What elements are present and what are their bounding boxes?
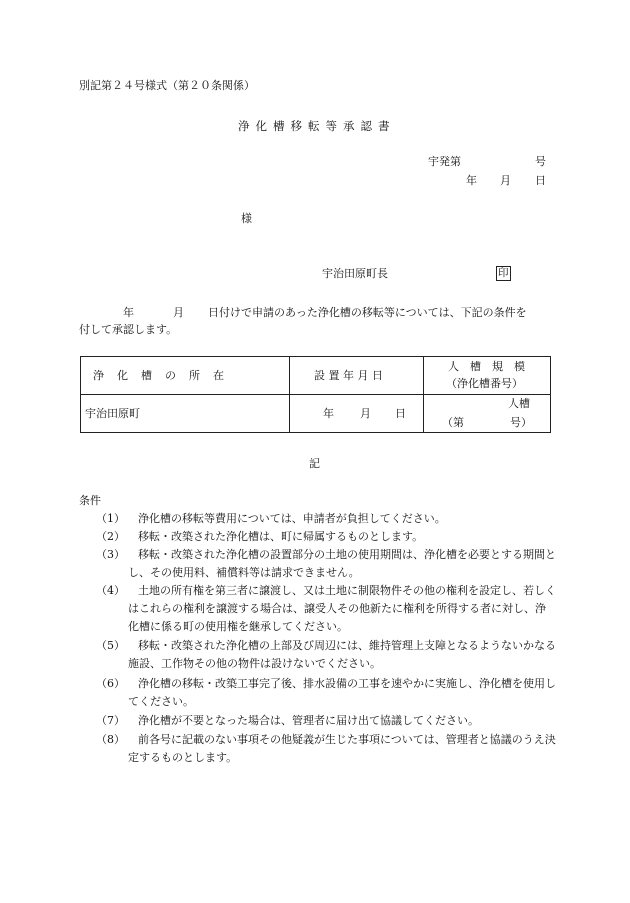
condition-text: 移転・改築された浄化槽の設置部分の土地の使用期間は、浄化槽を必要とする期間とし、その使用料、補償料等は請求できません。 bbox=[128, 548, 556, 579]
header-install-date-cell bbox=[290, 357, 424, 395]
doc-number-suffix: 号 bbox=[535, 155, 546, 168]
form-label: 別記第２４号様式（第２０条関係） bbox=[79, 79, 255, 92]
body-year: 年 bbox=[123, 306, 134, 319]
seal-mark: 印 bbox=[498, 267, 509, 279]
body-line2: 付して承認します。 bbox=[79, 323, 178, 336]
table-row bbox=[81, 395, 551, 433]
ki-heading: 記 bbox=[309, 457, 320, 470]
row-date-day: 日 bbox=[395, 407, 406, 420]
installation-table bbox=[80, 356, 551, 433]
condition-text: 浄化槽の移転等費用については、申請者が負担してください。 bbox=[138, 512, 446, 525]
date-month: 月 bbox=[500, 174, 511, 187]
condition-number: （1） bbox=[96, 512, 125, 525]
condition-number: （3） bbox=[96, 548, 125, 561]
condition-number: （2） bbox=[96, 530, 125, 543]
document-title: 浄化槽移転等承認書 bbox=[238, 119, 396, 133]
header-install-date: 設 置 年 月 日 bbox=[314, 369, 383, 382]
header-capacity-cell bbox=[424, 357, 551, 395]
recipient-honorific: 様 bbox=[241, 212, 252, 225]
row-location-cell bbox=[81, 395, 290, 433]
condition-number: （5） bbox=[96, 639, 125, 652]
condition-text: 浄化槽の移転・改築工事完了後、排水設備の工事を速やかに実施し、浄化槽を使用してください。 bbox=[128, 677, 556, 708]
row-number-suffix: 号） bbox=[510, 416, 532, 429]
row-capacity-cell bbox=[424, 395, 551, 433]
date-day: 日 bbox=[535, 174, 546, 187]
row-date-month: 月 bbox=[360, 407, 371, 420]
condition-text: 浄化槽が不要となった場合は、管理者に届け出て協議してください。 bbox=[138, 714, 479, 727]
condition-number: （6） bbox=[96, 677, 125, 690]
row-date-year: 年 bbox=[323, 407, 334, 420]
header-location-cell bbox=[81, 357, 290, 395]
header-location: 浄 化 槽 の 所 在 bbox=[93, 369, 225, 382]
header-tank-number: （浄化槽番号） bbox=[446, 377, 523, 390]
row-location: 宇治田原町 bbox=[85, 407, 140, 420]
date-year: 年 bbox=[466, 174, 477, 187]
body-month: 月 bbox=[173, 306, 184, 319]
row-capacity-unit: 人槽 bbox=[508, 397, 530, 410]
doc-number-prefix: 宇発第 bbox=[428, 155, 461, 168]
condition-text: 土地の所有権を第三者に譲渡し、又は土地に制限物件その他の権利を設定し、若しくはこれらの権利を譲渡する場合は、譲受人その他新たに権利を所得する者に対し、浄化槽に係る町の使用権を継承してください。 bbox=[128, 584, 556, 633]
condition-number: （4） bbox=[96, 584, 125, 597]
header-capacity: 人 槽 規 模 bbox=[448, 360, 525, 373]
conditions-heading: 条件 bbox=[79, 494, 101, 507]
condition-text: 移転・改築された浄化槽の上部及び周辺には、維持管理上支障となるようないかなる施設、工作物その他の物件は設けないでください。 bbox=[128, 639, 556, 670]
condition-number: （7） bbox=[96, 714, 125, 727]
row-number-prefix: （第 bbox=[442, 416, 464, 429]
row-date-cell bbox=[290, 395, 424, 433]
condition-number: （8） bbox=[96, 733, 125, 746]
condition-text: 前各号に記載のない事項その他疑義が生じた事項については、管理者と協議のうえ決定するものとします。 bbox=[128, 733, 556, 764]
condition-text: 移転・改築された浄化槽は、町に帰属するものとします。 bbox=[138, 530, 424, 543]
issuer-name: 宇治田原町長 bbox=[322, 267, 388, 280]
body-line1: 日付けで申請のあった浄化槽の移転等については、下記の条件を bbox=[208, 306, 527, 319]
issuer-seal bbox=[496, 266, 511, 281]
table-header-row bbox=[81, 357, 551, 395]
